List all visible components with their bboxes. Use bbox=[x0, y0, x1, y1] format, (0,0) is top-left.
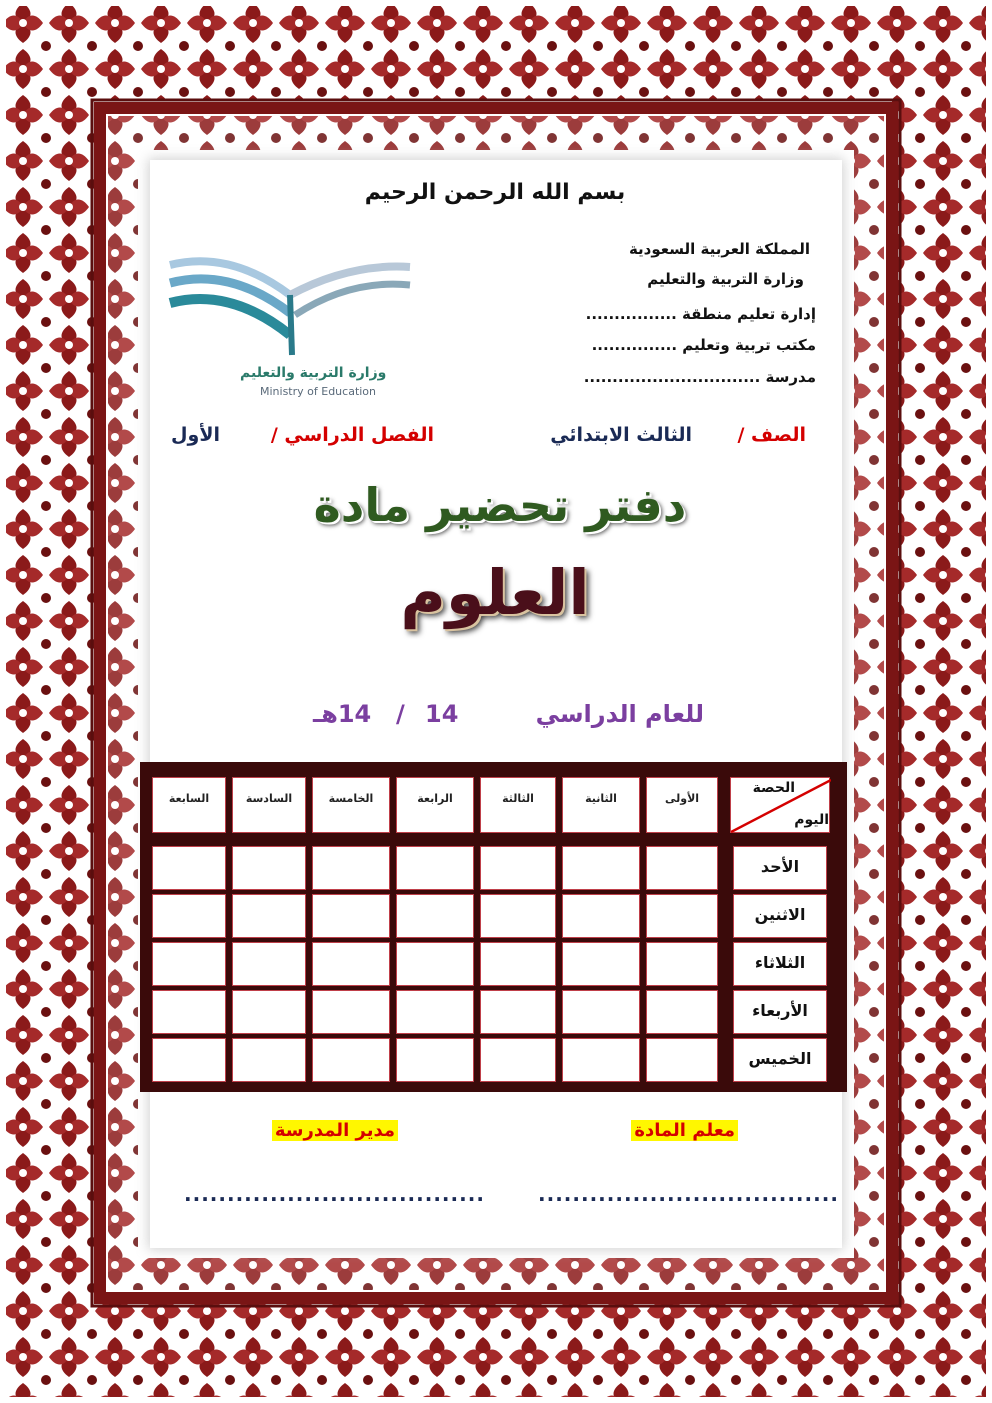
period-header-7: السابعة bbox=[152, 777, 226, 833]
header-office: مكتب تربية وتعليم ............... bbox=[591, 336, 816, 354]
header-country: المملكة العربية السعودية bbox=[628, 240, 810, 258]
schedule-cell bbox=[646, 846, 718, 890]
header-school: مدرسة ............................... bbox=[583, 368, 816, 386]
notebook-title: دفتر تحضير مادة bbox=[313, 478, 687, 532]
schedule-cell bbox=[396, 894, 474, 938]
year-label: للعام الدراسي bbox=[535, 700, 704, 728]
schedule-cell bbox=[480, 894, 556, 938]
schedule-cell bbox=[312, 942, 390, 986]
schedule-cell bbox=[396, 990, 474, 1034]
period-header-2: الثانية bbox=[562, 777, 640, 833]
period-header-6: السادسة bbox=[232, 777, 306, 833]
schedule-cell bbox=[312, 894, 390, 938]
schedule-cell bbox=[152, 1038, 226, 1082]
schedule-cell bbox=[562, 894, 640, 938]
principal-signature-line: ................................... bbox=[184, 1182, 485, 1206]
header-ministry: وزارة التربية والتعليم bbox=[647, 270, 804, 288]
period-header-5: الخامسة bbox=[312, 777, 390, 833]
subject-title: العلوم bbox=[400, 556, 590, 629]
corner-period-label: الحصة bbox=[752, 780, 795, 796]
term-label: الفصل الدراسي / bbox=[270, 424, 434, 446]
period-header-3: الثالثة bbox=[480, 777, 556, 833]
basmala: بسم الله الرحمن الرحيم bbox=[364, 180, 626, 205]
corner-header bbox=[730, 777, 830, 833]
class-value: الثالث الابتدائي bbox=[550, 424, 692, 446]
schedule-cell bbox=[646, 1038, 718, 1082]
term-value: الأول bbox=[171, 424, 220, 446]
logo-english-text: Ministry of Education bbox=[260, 385, 377, 398]
schedule-cell bbox=[396, 942, 474, 986]
schedule-cell bbox=[232, 990, 306, 1034]
year-separator: / bbox=[396, 700, 405, 728]
schedule-cell bbox=[480, 942, 556, 986]
schedule-cell bbox=[152, 942, 226, 986]
schedule-cell bbox=[232, 894, 306, 938]
schedule-cell bbox=[232, 846, 306, 890]
schedule-cell bbox=[480, 846, 556, 890]
header-region: إدارة تعليم منطقة ................ bbox=[585, 305, 816, 323]
year-part2: 14هـ bbox=[313, 700, 372, 728]
year-part1: 14 bbox=[425, 700, 459, 728]
period-header-4: الرابعة bbox=[396, 777, 474, 833]
schedule-cell bbox=[396, 1038, 474, 1082]
schedule-cell bbox=[646, 990, 718, 1034]
schedule-cell bbox=[312, 1038, 390, 1082]
day-sunday: الأحد bbox=[733, 846, 827, 890]
schedule-cell bbox=[646, 942, 718, 986]
day-monday: الاثنين bbox=[733, 894, 827, 938]
schedule-cell bbox=[562, 990, 640, 1034]
schedule-cell bbox=[480, 1038, 556, 1082]
schedule-cell bbox=[152, 990, 226, 1034]
weekly-schedule-table bbox=[140, 762, 847, 1092]
schedule-cell bbox=[232, 942, 306, 986]
logo-arabic-text: وزارة التربية والتعليم bbox=[240, 365, 387, 381]
schedule-cell bbox=[480, 990, 556, 1034]
schedule-cell bbox=[562, 846, 640, 890]
schedule-cell bbox=[312, 846, 390, 890]
schedule-cell bbox=[152, 846, 226, 890]
schedule-cell bbox=[312, 990, 390, 1034]
schedule-cell bbox=[232, 1038, 306, 1082]
principal-signature-label: مدير المدرسة bbox=[272, 1120, 398, 1141]
open-book-logo-icon bbox=[160, 245, 420, 365]
period-header-1: الأولى bbox=[646, 777, 718, 833]
schedule-cell bbox=[396, 846, 474, 890]
class-label: الصف / bbox=[737, 424, 806, 446]
schedule-cell bbox=[152, 894, 226, 938]
day-tuesday: الثلاثاء bbox=[733, 942, 827, 986]
schedule-cell bbox=[562, 1038, 640, 1082]
teacher-signature-line: ................................... bbox=[538, 1182, 839, 1206]
day-thursday: الخميس bbox=[733, 1038, 827, 1082]
day-wednesday: الأربعاء bbox=[733, 990, 827, 1034]
teacher-signature-label: معلم المادة bbox=[631, 1120, 738, 1141]
schedule-cell bbox=[562, 942, 640, 986]
ministry-logo bbox=[160, 245, 420, 405]
schedule-cell bbox=[646, 894, 718, 938]
corner-day-label: اليوم bbox=[794, 812, 829, 828]
